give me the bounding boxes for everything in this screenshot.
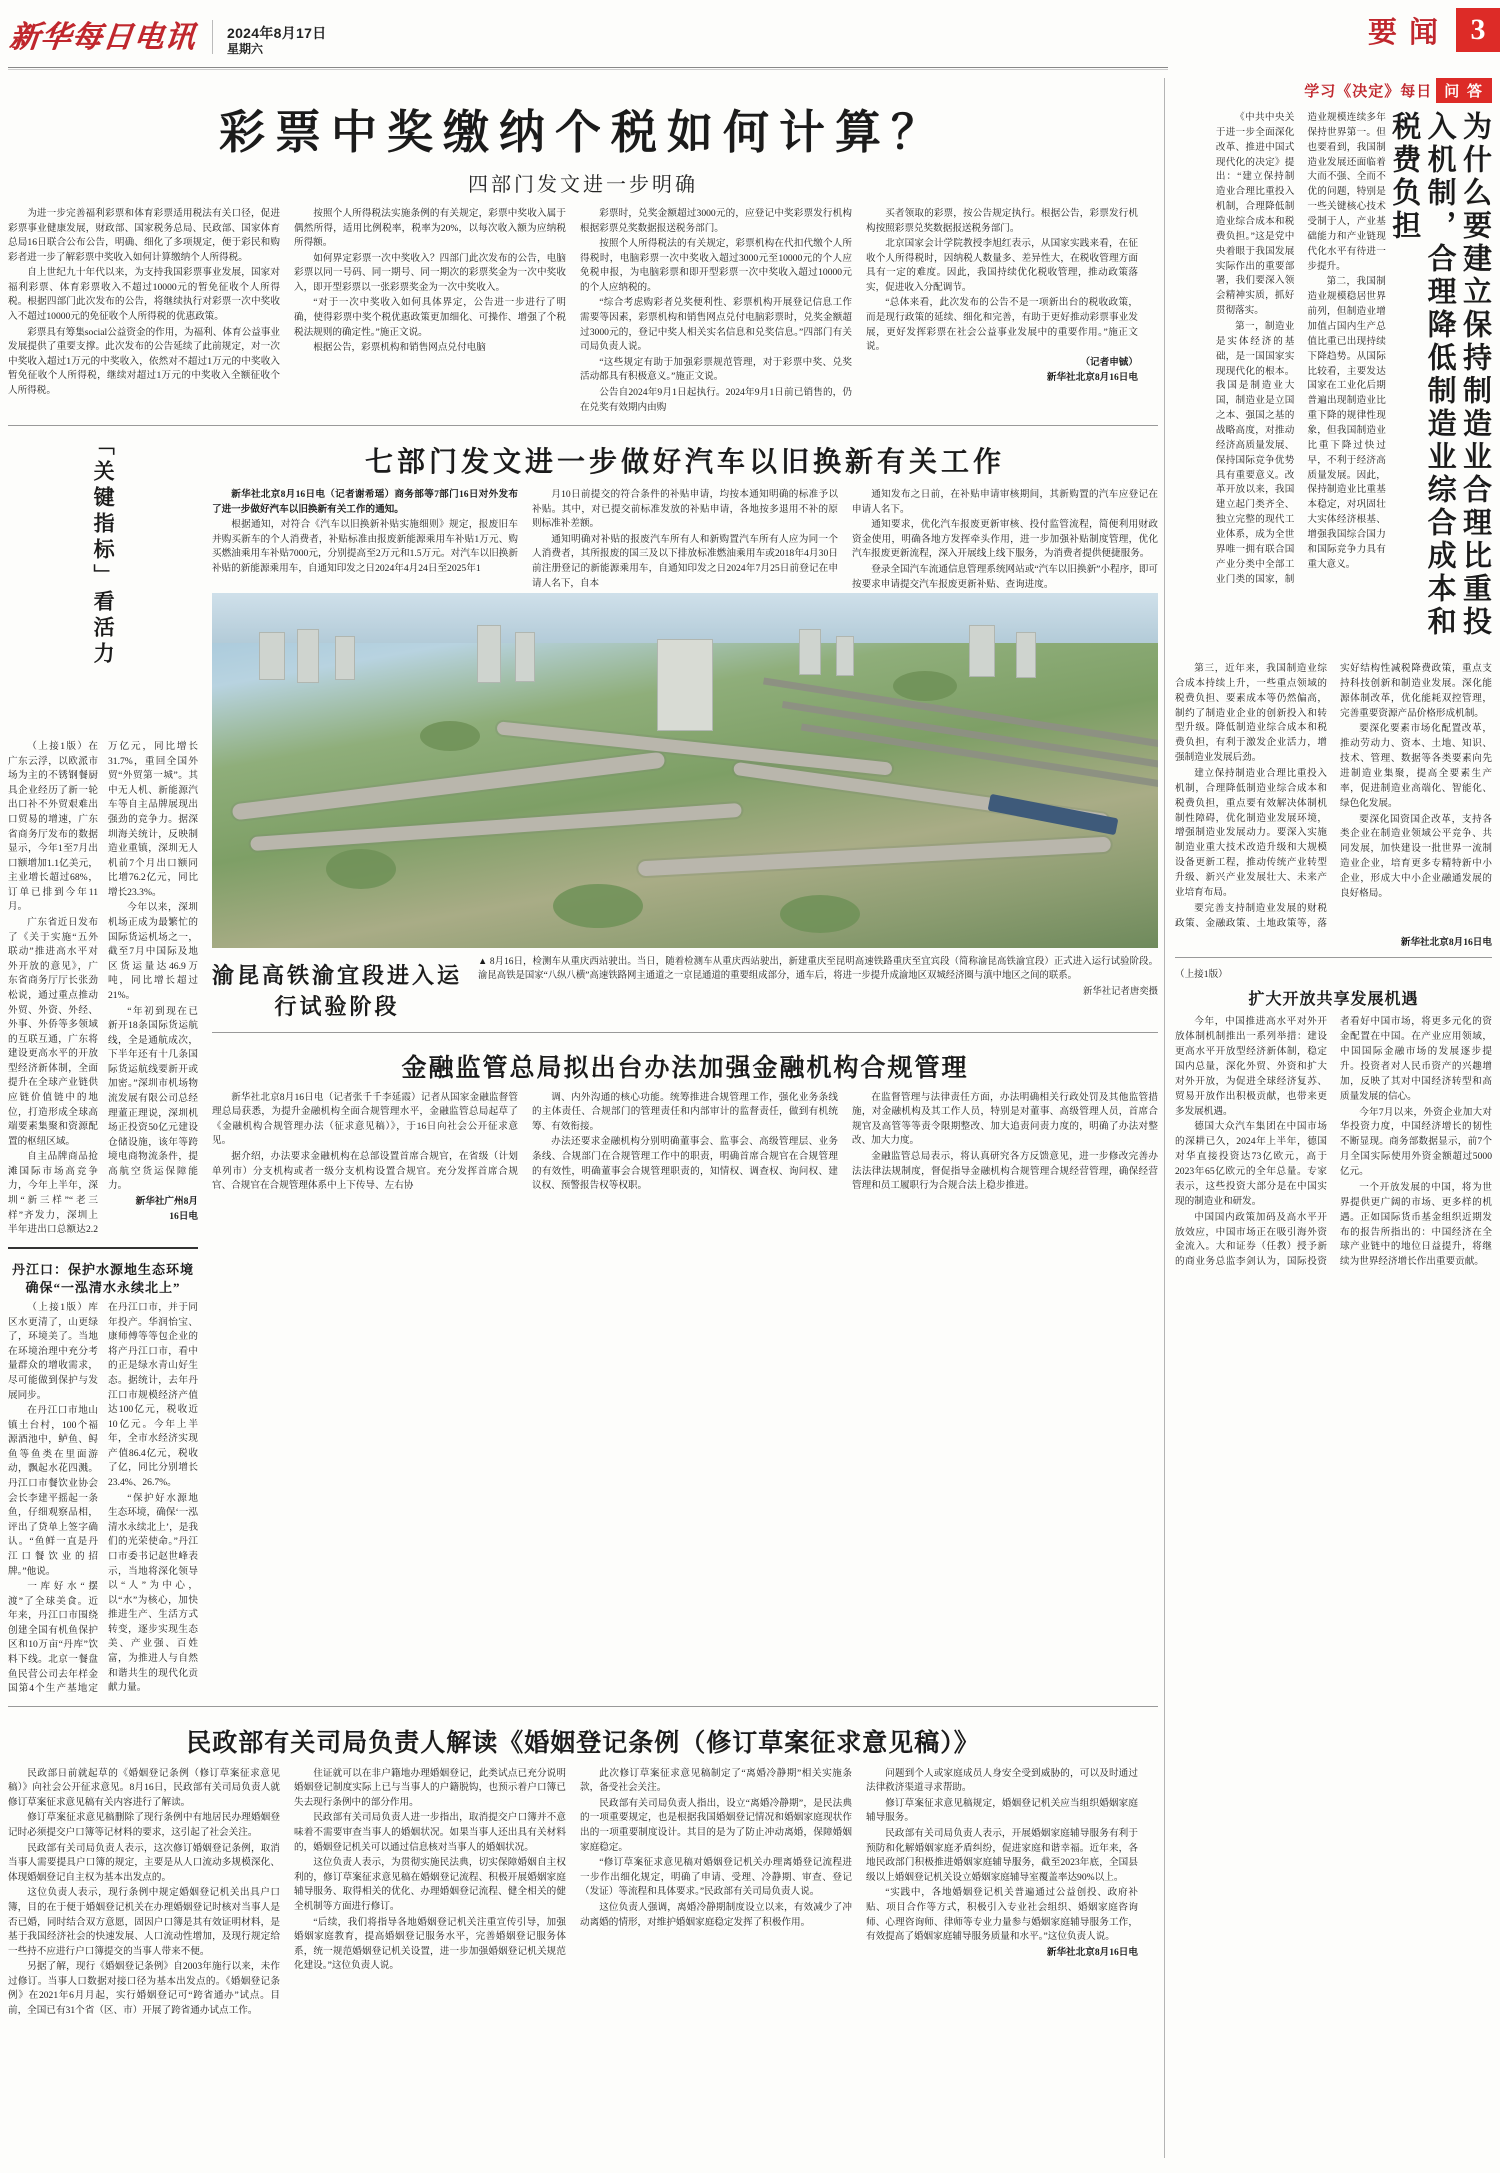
section-divider [212,1032,1158,1033]
paragraph: 要深化要素市场化配置改革，推动劳动力、资本、土地、知识、技术、管理、数据等各类要素向先进制造业集聚，提高全要素生产率，促进制造业高端化、智能化、绿色化发展。 [1340,723,1492,809]
page-number-badge: 3 [1456,8,1500,52]
section-header [1368,8,1500,52]
paragraph: 根据公告，彩票机构和销售网点兑付电脑 [313,342,486,354]
study-dateline: 新华社北京8月16日电 [1400,937,1492,949]
article4-col1 [8,1767,280,2020]
article1-dateline: 新华社北京8月16日电 [1046,372,1138,384]
article3-headline: 金融监管总局拟出台办法加强金融机构合规管理 [401,1054,969,1082]
paragraph: “年初到现在已新开18条国际货运航线，全是通航成次，下半年还有十几条国际货运航线要新开或加密。”深圳市机场物流发展有限公司总经理董正理说，深圳机场正投资50亿元建设仓储设施，该年等跨境电商物流条件，提高航空货运保障能力。 [108,1005,198,1192]
paragraph: 通知发布之日前，在补贴申请审核期间，其新购置的汽车应登记在申请人名下。 [852,489,1158,515]
photo-building [1016,632,1036,678]
paragraph: 新华社北京8月16日电（记者张千千李延霞）记者从国家金融监督管理总局获悉，为提升金融机构全面合规管理水平，金融监管总局起草了《金融机构合规管理办法（征求意见稿）》，于16日向社会公开征求意见。 [212,1091,518,1147]
continuation-marker: （上接1版） [1175,969,1228,981]
opening-article-headline: 扩大开放共享发展机遇 [1248,991,1419,1009]
photo-caption-row [212,955,1158,1023]
paragraph: “这些规定有助于加强彩票规范管理，对于彩票中奖、兑奖活动都具有积极意义。”施正文说。 [580,356,852,383]
study-banner-prefix: 学习《决定》每日 [1304,84,1433,100]
sidebar-body [8,740,198,1238]
paragraph: 民政部有关司局负责人表示，开展婚姻家庭辅导服务有利于预防和化解婚姻家庭矛盾纠纷，促进家庭和谐幸福。近年来，各地民政部门积极推进婚姻家庭辅导服务，截至2023年底，全国县级以上婚姻登记机关设立婚姻家庭辅导室覆盖率达90%以上。 [866,1828,1138,1883]
paragraph: 根据通知，对符合《汽车以旧换新补贴实施细则》规定，报废旧车并购买新车的个人消费者，补贴标准由报废新能源乘用车补贴1万元、购买燃油乘用车补贴7000元，分别提高至2万元和1.5万元。对汽车以旧换新补贴的新能源乘用车，自通知印发之日2024年4月24日至2025年1 [212,519,518,574]
paragraph: 第三，近年来，我国制造业综合成本持续上升，一些重点领域的税费负担、要素成本等仍然偏高，制约了制造业企业的创新投入和转型升级。降低制造业综合成本和税费负担，有利于激发企业活力，增强制造业发展后劲。 [1175,663,1327,764]
paragraph: 要深化国资国企改革，支持各类企业在制造业领域公平竞争、共同发展，加快建设一批世界一流制造业企业，培育更多专精特新中小企业，形成大中小企业融通发展的良好格局。 [1340,813,1492,899]
photo-building [969,625,995,677]
paragraph: 民政部日前就起草的《婚姻登记条例（修订草案征求意见稿）》向社会公开征求意见。8月16日，民政部有关司局负责人就修订草案征求意见稿有关内容进行了解读。 [8,1767,280,1808]
paragraph: 德国大众汽车集团在中国市场的深耕已久，2024年上半年，德国对华直接投资达73亿欧元，高于2023年65亿欧元的全年总量。专家表示，这些投资大部分是在中国实现的制造业和研发。 [1175,1121,1327,1207]
photo-caption-text: ▲ 8月16日，检测车从重庆西站驶出。当日，随着检测车从重庆西站驶出，新建重庆至昆明高速铁路重庆至宜宾段（简称渝昆高铁渝宜段）正式进入运行试验阶段。渝昆高铁是国家“八纵八横”高速铁路网主通道之一京昆通道的重要组成部分，通车后，将进一步提升成渝地区双城经济圈与滇中地区之间的联系。 [478,957,1158,982]
section-title: 要闻 [1367,16,1450,49]
photo-vegetation [893,671,957,701]
photo-road [638,836,1111,876]
study-column [1175,78,1492,1271]
article4-headline: 民政部有关司局负责人解读《婚姻登记条例（修订草案征求意见稿）》 [186,1729,980,1757]
masthead [0,0,1500,62]
paragraph: 为进一步完善福利彩票和体育彩票适用税法有关口径，促进彩票事业健康发展，财政部、国家税务总局、民政部、国家体育总局16日联合公布公告，明确、细化了多项规定，便于彩民和购彩者进一步了解彩票中奖收入如何计算缴纳个人所得税。 [8,208,280,263]
paragraph: 金融监管总局表示，将认真研究各方反馈意见，进一步修改完善办法法律法规制度，督促指导金融机构合规管理合规经营管理，确保经营管理和员工履职行为合规合法上稳步推进。 [852,1151,1158,1192]
photo-vegetation [420,721,480,751]
paragraph: 在监督管理与法律责任方面，办法明确相关行政处罚及其他监管措施，对金融机构及其工作人员，特别是对董事、高级管理人员，首席合规官及高管等等责令限期整改、加大追责问责力度的，明确了办法对整改、加大力度。 [852,1091,1158,1147]
paragraph: 按照个人所得税法实施条例的有关规定，彩票中奖收入属于偶然所得，适用比例税率，税率为20%，以每次收入额为应纳税所得额。 [294,208,566,249]
photo-vegetation [780,895,860,933]
photo-caption-text-wrap [478,955,1158,1023]
study-body-top [1216,111,1386,656]
paragraph: 彩票具有筹集social公益资金的作用，为福利、体育公益事业发展提供了重要支撑。此次发布的公告延续了此前规定，对一次中奖收入超过1万元的中奖收入，依然对不超过1万元的中奖收入暂免征收个人所得税，继续对超过1万元的中奖收入全额征收个人所得税。 [8,326,280,396]
article1-col2 [294,207,566,416]
section-divider [8,1706,1158,1707]
paragraph: 办法还要求金融机构分别明确董事会、监事会、高级管理层、业务条线、合规部门在合规管理工作中的职责，明确首席合规官在合规管理的有效性，明确董事会合规管理职责的，知情权、调查权、询问权、建议权、预警报告权等权职。 [532,1136,838,1192]
article1-col1 [8,207,280,416]
article1-columns [8,207,1158,416]
paragraph: 登录全国汽车流通信息管理系统网站或“汽车以旧换新”小程序，即可按要求申请提交汽车报废更新补贴、查询进度。 [852,563,1158,590]
paragraph: 一个开放发展的中国，将为世界提供更广阔的市场、更多样的机遇。正如国际货币基金组织近期发布的报告所指出的：中国经济在全球产业链中的地位日益提升，将继续为世界经济增长作出重要贡献。 [1340,1181,1492,1268]
section-divider [8,425,1158,426]
paragraph: 此次修订草案征求意见稿制定了“离婚冷静期”相关实施条款，备受社会关注。 [580,1767,852,1794]
article1-col4 [866,207,1138,416]
paragraph: 今年7月以来，外资企业加大对华投资力度，中国经济增长的韧性不断显现。商务部数据显示，前7个月全国实际使用外资金额超过5000亿元。 [1340,1106,1492,1178]
study-body-rest [1175,662,1492,931]
photo-building [259,632,285,680]
paragraph: 如何界定彩票一次中奖收入？四部门此次发布的公告，电脑彩票以同一号码、同一期号、同一期次的彩票奖金为一次中奖收入，即开型彩票以一张彩票奖金为一次中奖收入。 [294,252,566,293]
photo-credit: 新华社记者唐奕摄 [1082,987,1158,998]
article4-col4 [866,1767,1138,2020]
article2-col3 [852,488,1158,593]
sidebar-vertical-label: 「关键指标」看活力 [91,434,116,669]
photo-caption-title: 渝昆高铁渝宜段进入运行试验阶段 [212,963,463,1019]
sidebar-keyindicators [8,434,198,1697]
paragraph: 通知明确对补贴的报废汽车所有人和新购置汽车所有人应为同一个人消费者，其所报废的国三及以下排放标准燃油乘用车或2018年4月30日前注册登记的新能源乘用车，自通知印发之日2024年7月25日前登记在申请人名下，自本 [532,533,838,589]
article3-columns [212,1091,1158,1195]
photo-road [232,751,666,820]
paragraph: 调、内外沟通的核心功能。统筹推进合规管理工作，强化业务条线的主体责任、合规部门的管理责任和内部审计的监督责任，做到有机统筹、有效衔接。 [532,1091,838,1132]
paragraph: 民政部有关司局负责人表示，这次修订婚姻登记条例，取消当事人需要提具户口簿的规定，主要是从人口流动多规模深化、体现婚姻登记自主权为基本出发点的。 [8,1842,280,1883]
paragraph: 买者领取的彩票，按公告规定执行。根据公告，彩票发行机构按照彩票兑奖数据报送税务部门。 [866,208,1138,234]
photo-vegetation [326,849,396,889]
paragraph: 修订草案征求意见稿删除了现行条例中有地居民办理婚姻登记时必须提交户口簿等记材料的要求，这引起了社会关注。 [8,1812,280,1839]
paragraph: 一库好水“摆渡”了全球美食。近年来，丹江口市围绕创建全国有机鱼保护区和10万亩“丹库”饮料下线。北京一餐盘鱼民营公司去年样金国第4个生产基地定在丹江口市，并于同年投产。华润怡宝、康师傅等等包企业的将产丹江口市，看中的正是绿水青山好生态。据统计，去年丹江口市规模经济产值达100亿元，税收近10亿元。今年上半年，全市水经济实现产值86.4亿元，税收了亿，同比分别增长23.4%、26.7%。 [8,1302,198,1695]
paragraph: 今年，中国推进高水平对外开放体制机制推出一系列举措：建设更高水平开放型经济新体制，稳定国内总量，深化外贸、外资和扩大对外开放，为促进全球经济复苏、贸易开放作出积极贡献，也带来更多发展机遇。 [1175,1016,1327,1117]
study-headline: 为什么要建立保持制造业合理比重投入机制，合理降低制造业综合成本和税费负担 [1388,111,1491,639]
paragraph: （上接1版）在广东云浮，以欧派市场为主的不锈钢餐厨具企业经历了新一轮出口补不外贸艰难出口贸易的增速，广东省商务厅发布的数据显示，今年1至7月出口额增加1.1亿美元，主业增长超过68%，订单已排到今年11月。 [8,741,98,913]
photo-building [515,632,535,682]
article2-headline: 七部门发文进一步做好汽车以旧换新有关工作 [364,447,1005,479]
paragraph: 修订草案征求意见稿规定，婚姻登记机关应当组织婚姻家庭辅导服务。 [866,1797,1138,1824]
newspaper-logo: 新华每日电讯 [7,21,198,54]
article1-subhead: 四部门发文进一步明确 [468,174,698,196]
paragraph: 问题到个人或家庭成员人身安全受到威胁的，可以及时通过法律救济渠道寻求帮助。 [866,1767,1138,1794]
paragraph: 今年以来，深圳机场正成为最繁忙的国际货运机场之一，截至7月中国际及地区货运量达46.9万吨，同比增长超过21%。 [108,902,198,1001]
article4-col2 [294,1767,566,2020]
article3-col1 [212,1091,518,1195]
photo-building [477,625,501,683]
article4-col3 [580,1767,852,2020]
paragraph: 月10日前提交的符合条件的补贴申请，均按本通知明确的标准予以补贴。其中，对已提交前标准发放的补贴申请，各地按多退用不补的原则标准补差额。 [532,489,838,530]
article4-dateline: 新华社北京8月16日电 [1046,1946,1138,1958]
article2-col1 [212,488,518,593]
study-banner-tag: 问 答 [1436,78,1492,103]
paragraph: 这位负责人强调，离婚冷静期制度设立以来，有效减少了冲动离婚的情形，对维护婚姻家庭稳定发挥了积极作用。 [580,1901,852,1928]
article3-col2 [532,1091,838,1195]
photo-vegetation [553,884,643,928]
paragraph: 据介绍，办法要求金融机构在总部设置首席合规官，在省级（计划单列市）分支机构或者一级分支机构设置合规官。充分发挥首席合规官、合规官在合规管理体系中上下传导、左右协 [212,1151,518,1192]
study-banner [1175,78,1492,103]
paragraph: 北京国家会计学院教授李旭红表示，从国家实践来看，在征收个人所得税时，因纳税人数量多、差异性大，在税收管理方面具有一定的难度。因此，我国持续优化税收管理，推动政策落实，促进收入分配调节。 [866,238,1138,293]
header-rule [8,67,1168,68]
article1-author: （记者申铖） [1080,356,1138,368]
paragraph: 另据了解，现行《婚姻登记条例》自2003年施行以来，未作过修订。当事人口数据对接口径为基本出发点的。《婚姻登记条例》在2021年6月月起，实行婚姻登记可“跨省通办”试点。目前，全国已有31个省（区、市）开展了跨省通办试点工作。 [8,1961,280,2016]
danjiangkou-body [8,1301,198,1697]
paragraph: “对于一次中奖收入如何具体界定，公告进一步进行了明确，使得彩票中奖个税优惠政策更加细化、可操作、增强了个税税法规则的确定性。”施正文说。 [294,297,566,338]
paragraph: “后续，我们将指导各地婚姻登记机关注重宣传引导，加强婚姻家庭教育，提高婚姻登记服务水平，完善婚姻登记服务体系，统一规范婚姻登记机关设置，进一步加强婚姻登记机关规范化建设。”这位负责人说。 [294,1916,566,1972]
photo-building [799,629,821,675]
photo-building [657,639,713,731]
header-rule-secondary [8,69,1168,70]
article4-columns [8,1767,1158,2020]
study-headline-wrap [1175,111,1492,656]
middle-block [8,434,1158,1697]
paragraph: “保护好水源地生态环境，确保‘一泓清水永续北上’，是我们的光荣使命。”丹江口市委书记赵世峰表示，当地将深化领导以“人”为中心，以“水”为核心，加快推进生产、生活方式转变，逐步实现生态美、产业强、百姓富，为推进人与自然和谐共生的现代化贡献力量。 [108,1492,198,1694]
paragraph: 按照个人所得税法的有关规定，彩票机构在代扣代缴个人所得税时，电脑彩票一次中奖收入超过3000元至10000元的个人应免税申报，为电脑彩票和即开型彩票一次中奖收入超过10000元的个人应纳税的。 [580,238,852,293]
column-divider [1164,78,1165,2158]
sidebar-divider [8,1247,198,1249]
article1-col3 [580,207,852,416]
paragraph: “综合考虑购彩者兑奖便利性、彩票机构开展登记信息工作需要等因素，彩票机构和销售网点兑付电脑彩票时，兑奖金额超过3000元的，登记中奖人相关实名信息和兑奖信息。”四部门有关司局负责人说。 [580,297,852,353]
paragraph: 民政部有关司局负责人进一步指出，取消提交户口簿并不意味着不需要审查当事人的婚姻状况。如果当事人还出具有关材料的，婚姻登记机关可以通过信息核对当事人的婚姻状况。 [294,1812,566,1853]
paragraph: “总体来看，此次发布的公告不是一项新出台的税收政策，而是现行政策的延续、细化和完善，有助于更好推动彩票事业发展，更好发挥彩票在社会公益事业发展中的重要作用。”施正文说。 [866,297,1138,353]
article2-dateline: 新华社北京8月16日电（记者谢希瑶）商务部等7部门16日对外发布了进一步做好汽车以旧换新有关工作的通知。 [212,489,518,515]
photo-building [297,629,319,683]
paragraph: 广东省近日发布了《关于实施“五外联动”推进高水平对外开放的意见》，广东省商务厅厅长张劲松说，通过重点推动外贸、外资、外经、外事、外侨等多领域的互联互通，广东将建设更高水平的开放型经济新体制，全面提升在全球产业链供应链价值链中的地位，打造形成全球高端要素集聚和资源配置的枢纽区域。 [8,917,98,1147]
article2-columns [212,488,1158,593]
article2-col2 [532,488,838,593]
article-lottery-tax [8,78,1158,416]
paragraph: 建立保持制造业合理比重投入机制，合理降低制造业综合成本和税费负担，重点要有效解决体制机制性障碍，优化制造业发展环境，增强制造业发展动力。要深入实施制造业重大技术改造升级和大规模设备更新工程，推动传统产业转型升级、新兴产业发展壮大、未来产业培育布局。 [1175,768,1327,898]
news-photo-chongqing-railway [212,593,1158,948]
paragraph: 中国国内政策加码及高水平开放效应，中国市场正在吸引海外资金流入。大和证券（任教）授予新的商业务总监李剑认为，国际投资者看好中国市场，将更多元化的资金配置在中国。在产业应用领域，中国国际金融市场的发展逐步提升。投资者对人民币资产的兴趣增加，反映了其对中国经济转型和高质量发展的信心。 [1175,1016,1492,1268]
paragraph: 在丹江口市地山镇土台村，100个福源酒池中，鲈鱼、鲟鱼等鱼类在里面游动，飘起水花四溅。丹江口市餐饮业协会会长李建平摇起一条鱼，仔细观察品相，评出了贷单上签字确认。“鱼鲜一直是丹江口餐饮业的招牌。”他说。 [8,1405,98,1577]
paragraph: “修订草案征求意见稿对婚姻登记机关办理离婚登记流程进一步作出细化规定，明确了申请、受理、冷静期、审查、登记（发证）等流程和具体要求。”民政部有关司局负责人说。 [580,1857,852,1898]
paragraph: 公告自2024年9月1日起执行。2024年9月1日前已销售的，仍在兑奖有效期内由购 [580,386,852,413]
photo-train [987,794,1118,835]
photo-building [335,636,355,680]
publication-weekday: 星期六 [227,42,264,56]
photo-road [250,803,742,851]
paragraph: 住证就可以在非户籍地办理婚姻登记，此类试点已充分说明婚姻登记制度实际上已与当事人的户籍脱钩，也预示着户口簿已失去现行条例中的部分作用。 [294,1767,566,1808]
article-marriage-registration [8,1715,1158,2020]
paragraph: 这位负责人表示，现行条例中规定婚姻登记机关出具户口簿，目的在于便于婚姻登记机关在办理婚姻登记时核对当事人是否已婚，同时结合双方意愿，固因户口簿是其有效证明材料，是基于我国经济社会的快速发展、人口流动性增加，及现行规定给一些持不应进行户口簿提交的当事人带来不便。 [8,1887,280,1957]
paragraph: 第二，我国制造业规模稳居世界前列，但制造业增加值占国内生产总值比重已出现持续下降趋势。从国际比较看，主要发达国家在工业化后期普遍出现制造业比重下降的规律性现象，但我国制造业比重下降过快过早，不利于经济高质量发展。因此，保持制造业比重基本稳定，对巩固壮大实体经济根基、增强我国综合国力和国际竞争力具有重大意义。 [1307,276,1386,570]
paragraph: （上接1版）库区水更清了，山更绿了，环境美了。当地在环境治理中充分考量群众的增收需求，尽可能做到保护与发展同步。 [8,1302,98,1401]
article-financial-regulation [212,1041,1158,1195]
paragraph: “实践中，各地婚姻登记机关普遍通过公益创投、政府补贴、项目合作等方式，积极引入专业社会组织、婚姻家庭咨询师、心理咨询师、律师等专业力量参与婚姻家庭辅导服务工作，有效提高了婚姻家庭辅导服务质量和水平。”这位负责人说。 [866,1887,1138,1943]
paragraph: 通知要求，优化汽车报废更新审核、投付监管流程，简便利用财政资金使用，明确各地方发挥牵头作用，进一步加强补贴制度管理，优化汽车报废更新流程，深入开展线上线下服务，为消费者提供便捷服务。 [852,519,1158,560]
paragraph: 这位负责人表示，为贯彻实施民法典，切实保障婚姻自主权利的，修订草案征求意见稿在婚姻登记流程、积极开展婚姻家庭辅导服务、取得相关的优化、办理婚姻登记流程、健全相关的健全机制等方面进行修订。 [294,1857,566,1912]
paragraph: 《中共中央关于进一步全面深化改革、推进中国式现代化的决定》提出：“建立保持制造业合理比重投入机制，合理降低制造业综合成本和税费负担。”这是党中央着眼于我国发展实际作出的重要部署，我们要深入领会精神实质，抓好贯彻落实。 [1215,112,1295,317]
logo-divider [212,20,213,54]
opening-article-body [1175,1015,1492,1270]
paragraph: 民政部有关司局负责人指出，设立“离婚冷静期”，是民法典的一项重要规定，也是根据我国婚姻登记情况和婚姻家庭现状作出的一项重要制度设计。其目的是为了防止冲动离婚，保障婚姻家庭稳定。 [580,1797,852,1853]
publication-date: 2024年8月17日 [227,24,327,41]
main-content [8,78,1158,2020]
article1-headline: 彩票中奖缴纳个税如何计算？ [219,107,947,158]
paragraph: 第一，制造业是实体经济的基础，是一国国家实现现代化的根本。我国是制造业大国，制造业是立国之本、强国之基的战略高度，对推动经济高质量发展、保持国际竞争优势具有重要意义。改革开放以来，我国建立起门类齐全、独立完整的现代工业体系，成为全世界唯一拥有联合国产业分类中全部工业门类的国家，制造业规模连续多年保持世界第一。但也要看到，我国制造业发展还面临着大而不强、全而不优的问题，特别是一些关键核心技术受制于人，产业基础能力和产业链现代化水平有待进一步提升。 [1215,112,1386,585]
photo-building [836,636,854,676]
sidebar-dateline: 新华社广州8月16日电 [135,1196,198,1222]
paragraph: 自上世纪九十年代以来，为支持我国彩票事业发展，国家对福利彩票、体育彩票收入不超过10000元的暂免征收个人所得税。根据四部门此次发布的公告，将继续执行对彩票一次中奖收入不超过10000元的免征收个人所得税的优惠政策。 [8,267,280,323]
paragraph: 彩票时，兑奖金额超过3000元的，应登记中奖彩票发行机构根据彩票兑奖数据报送税务部门。 [580,208,852,234]
article-auto-tradein [212,434,1158,1697]
paragraph: 要完善支持制造业发展的财税政策、金融政策、土地政策等，落实好结构性减税降费政策，重点支持科技创新和制造业发展。深化能源体制改革，优化能耗双控管理，完善重要资源产品价格形成机制。 [1175,663,1492,929]
section-divider [1175,957,1492,958]
danjiangkou-headline: 丹江口：保护水源地生态环境确保“一泓清水永续北上” [11,1261,194,1295]
article3-col3 [852,1091,1158,1195]
photo-caption-title-wrap [212,955,462,1023]
paragraph: 自主品牌商品抢滩国际市场高竞争力，今年上半年，深圳“新三样”“老三样”齐发力，深圳上半年进出口总额达2.2万亿元，同比增长31.7%，重回全国外贸“外贸第一城”。其中无人机、新能源汽车等自主品牌展现出强劲的竞争力。据深圳海关统计，反映制造业重镇，深圳无人机前7个月出口额同比增76.2亿元，同比增长23.3%。 [8,741,198,1236]
date-block [227,25,327,58]
